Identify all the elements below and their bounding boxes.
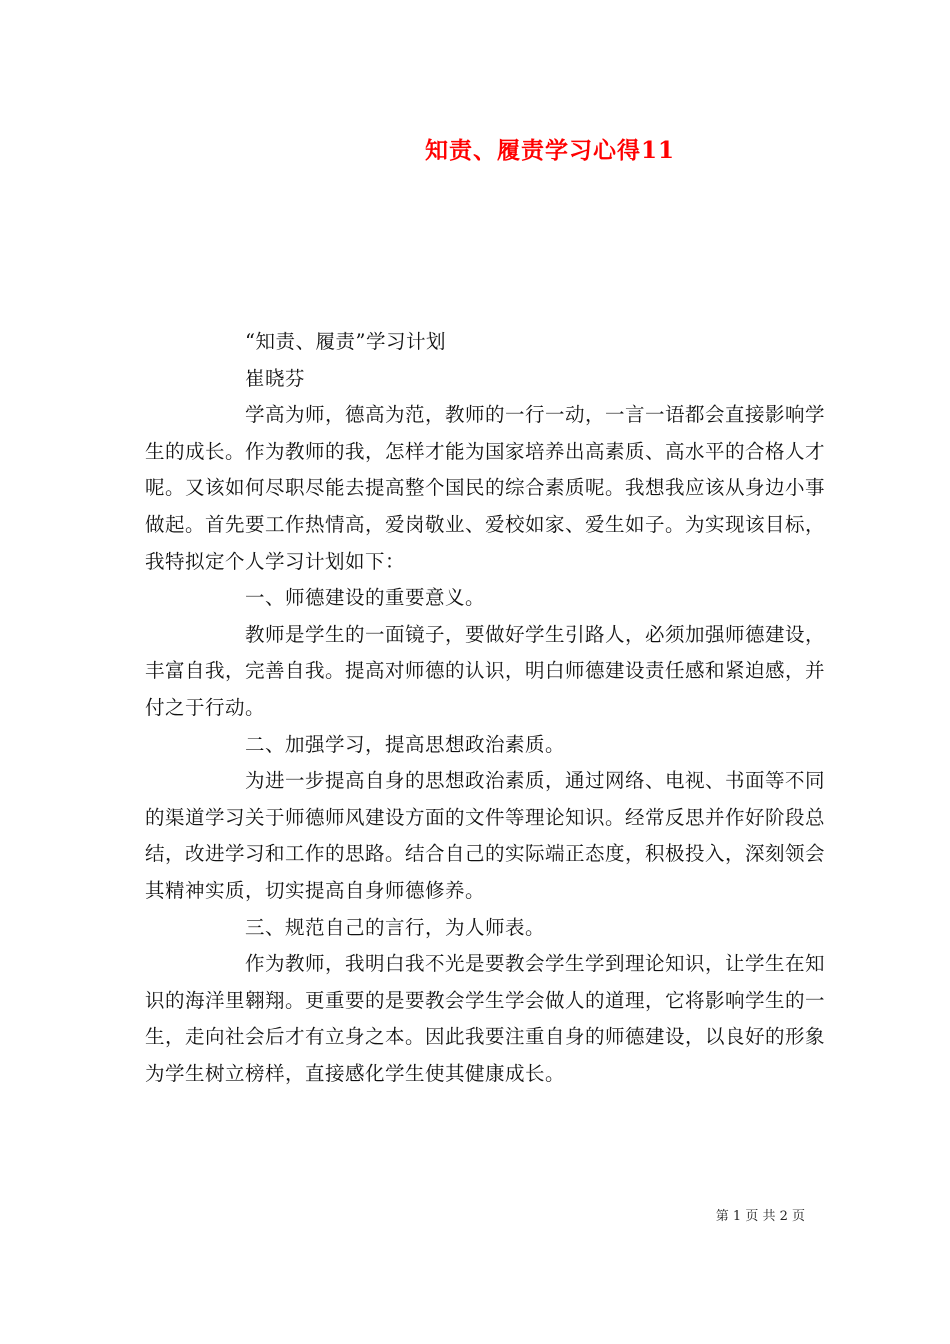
section-heading-3: 三、规范自己的言行，为人师表。 (245, 915, 546, 939)
document-title: 知责、履责学习心得11 (424, 137, 675, 164)
document-body (145, 324, 825, 1092)
intro-paragraph: 学高为师，德高为范，教师的一行一动，一言一语都会直接影响学生的成长。作为教师的我，怎样才能为国家培养出高素质、高水平的合格人才呢。又该如何尽职尽能去提高整个国民的综合素质呢。我想我应该从身边小事做起。首先要工作热情高，爱岗敬业、爱校如家、爱生如子。为实现该目标，我特拟定个人学习计划如下： (145, 403, 826, 573)
author-name: 崔晓芬 (245, 366, 306, 390)
section-paragraph-2: 为进一步提高自身的思想政治素质，通过网络、电视、书面等不同的渠道学习关于师德师风建设方面的文件等理论知识。经常反思并作好阶段总结，改进学习和工作的思路。结合自己的实际端正态度，积极投入，深刻领会其精神实质，切实提高自身师德修养。 (145, 769, 826, 902)
section-paragraph-1: 教师是学生的一面镜子，要做好学生引路人，必须加强师德建设，丰富自我，完善自我。提高对师德的认识，明白师德建设责任感和紧迫感，并付之于行动。 (145, 622, 826, 719)
plan-heading: “知责、履责”学习计划 (245, 330, 446, 353)
section-heading-1: 一、师德建设的重要意义。 (245, 586, 486, 610)
page-number-footer: 第 1 页 共 2 页 (715, 1209, 805, 1224)
section-paragraph-3: 作为教师，我明白我不光是要教会学生学到理论知识，让学生在知识的海洋里翱翔。更重要的是要教会学生学会做人的道理，它将影响学生的一生，走向社会后才有立身之本。因此我要注重自身的师德建设，以良好的形象为学生树立榜样，直接感化学生使其健康成长。 (145, 952, 826, 1085)
section-heading-2: 二、加强学习，提高思想政治素质。 (245, 732, 566, 756)
